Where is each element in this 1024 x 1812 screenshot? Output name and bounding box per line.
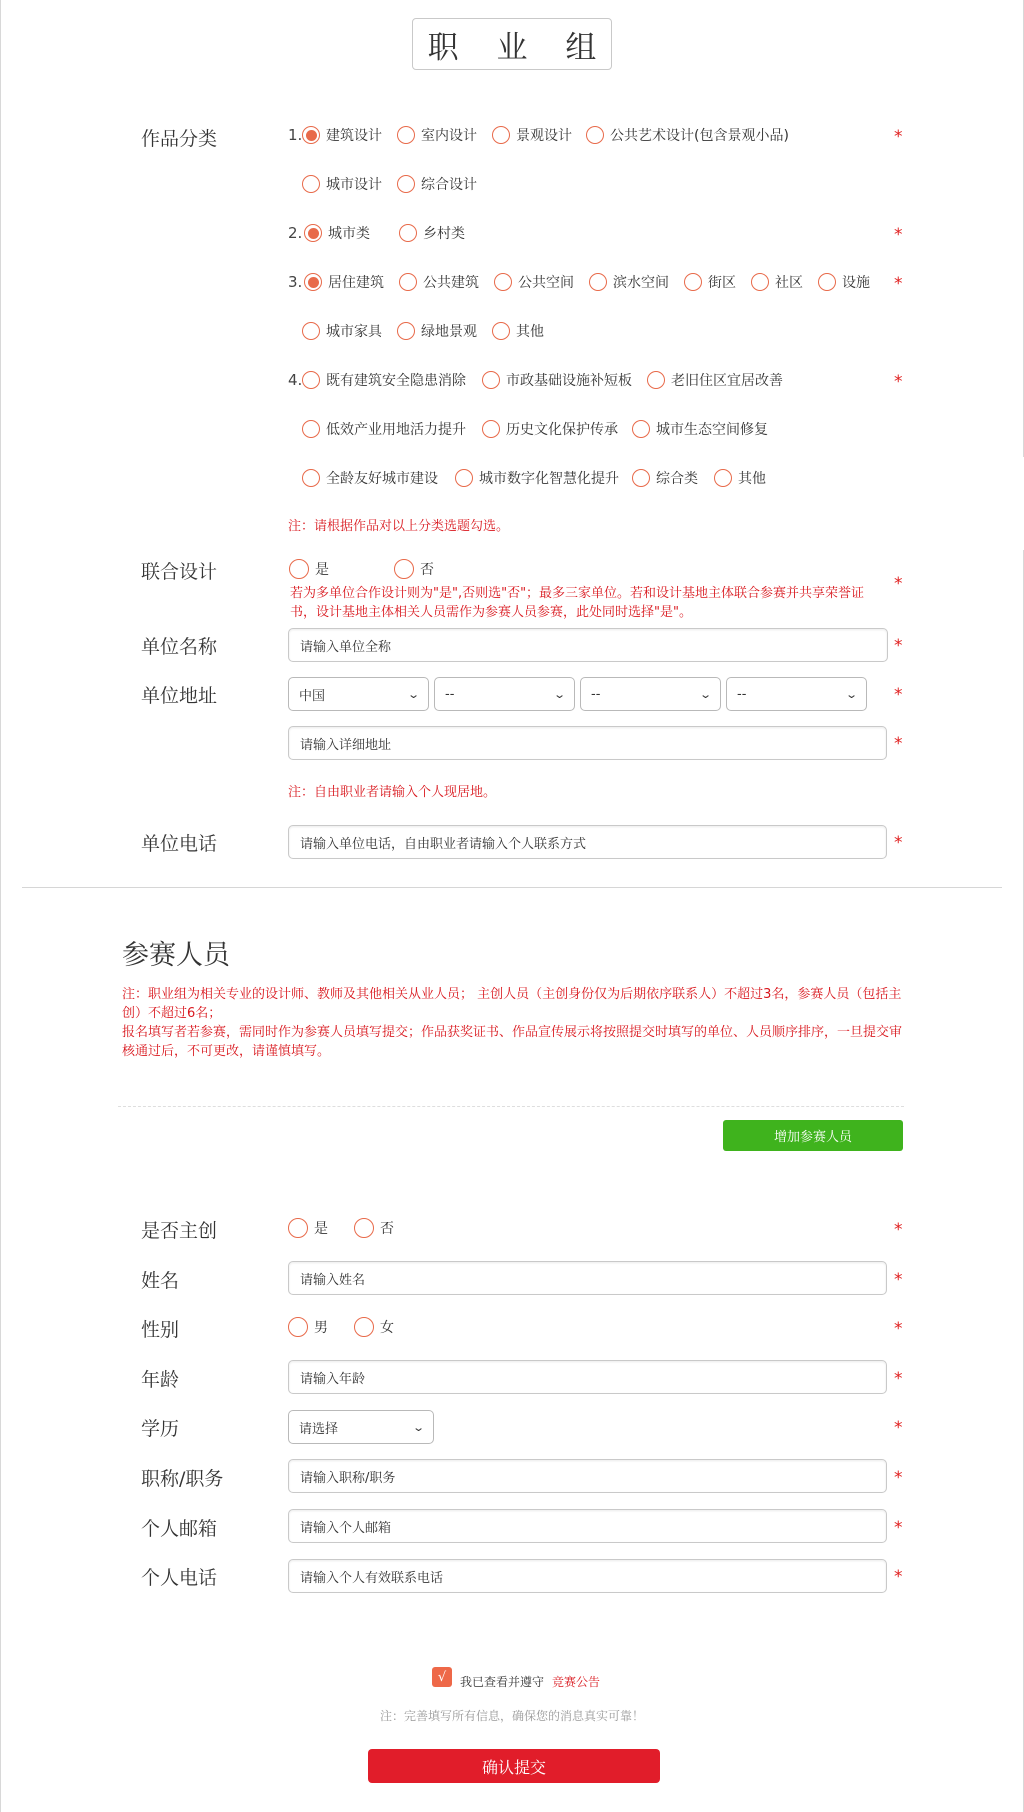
radio-architecture-design[interactable]: 建筑设计 — [302, 125, 382, 145]
education-label: 学历 — [141, 1418, 180, 1440]
unit-phone-input[interactable]: 请输入单位电话，自由职业者请输入个人联系方式 — [288, 825, 887, 859]
radio-building-safety[interactable]: 既有建筑安全隐患消除 — [302, 370, 466, 390]
chevron-down-icon: ⌄ — [844, 687, 858, 701]
agreement-row — [432, 1671, 600, 1691]
radio-old-residential-improvement[interactable]: 老旧住区宜居改善 — [647, 370, 783, 390]
radio-public-art-design[interactable]: 公共艺术设计(包含景观小品) — [586, 125, 789, 145]
required-mark: * — [894, 833, 903, 853]
radio-circle[interactable] — [751, 273, 769, 291]
radio-circle[interactable] — [399, 273, 417, 291]
required-mark: * — [894, 734, 903, 754]
submit-button[interactable]: 确认提交 — [368, 1749, 660, 1783]
phone-input[interactable]: 请输入个人有效联系电话 — [288, 1559, 887, 1593]
radio-block[interactable]: 街区 — [684, 272, 736, 292]
radio-circle[interactable] — [394, 559, 414, 579]
phone-label: 个人电话 — [141, 1567, 218, 1589]
radio-comprehensive-type[interactable]: 综合类 — [632, 468, 698, 488]
radio-circle[interactable] — [589, 273, 607, 291]
radio-other-3[interactable]: 其他 — [492, 321, 544, 341]
radio-circle[interactable] — [302, 126, 320, 144]
chevron-down-icon: ⌄ — [552, 687, 566, 701]
agreement-text: 我已查看并遵守 — [460, 1674, 545, 1689]
required-mark: * — [894, 372, 903, 392]
radio-public-building[interactable]: 公共建筑 — [399, 272, 479, 292]
radio-gender-female[interactable]: 女 — [354, 1317, 394, 1337]
radio-public-space[interactable]: 公共空间 — [494, 272, 574, 292]
country-select[interactable]: 中国 ⌄ — [288, 677, 429, 711]
category-note: 注：请根据作品对以上分类选题勾选。 — [288, 519, 510, 534]
radio-circle[interactable] — [482, 420, 500, 438]
radio-residential-building[interactable]: 居住建筑 — [304, 272, 384, 292]
radio-circle[interactable] — [632, 420, 650, 438]
radio-circle[interactable] — [632, 469, 650, 487]
radio-circle[interactable] — [304, 224, 322, 242]
email-label: 个人邮箱 — [141, 1518, 218, 1540]
radio-circle[interactable] — [302, 371, 320, 389]
chevron-down-icon: ⌄ — [411, 1420, 425, 1434]
dotted-divider — [118, 1106, 904, 1107]
radio-circle[interactable] — [302, 469, 320, 487]
joint-design-note: 若为多单位合作设计则为"是",否则选"否"；最多三家单位。若和设计基地主体联合参赛并共享荣誉证书，设计基地主体相关人员需作为参赛人员参赛，此处同时选择"是"。 — [290, 586, 865, 620]
required-mark: * — [894, 1518, 903, 1538]
radio-circle[interactable] — [288, 1218, 308, 1238]
chevron-down-icon: ⌄ — [406, 687, 420, 701]
position-input[interactable]: 请输入职称/职务 — [288, 1459, 887, 1493]
gender-label: 性别 — [141, 1319, 180, 1341]
unit-phone-label: 单位电话 — [141, 833, 218, 855]
radio-circle[interactable] — [494, 273, 512, 291]
unit-name-input[interactable]: 请输入单位全称 — [288, 628, 888, 662]
required-mark: * — [894, 1567, 903, 1587]
radio-circle[interactable] — [302, 175, 320, 193]
required-mark: * — [894, 574, 903, 594]
section-divider — [22, 887, 1002, 888]
detail-address-input[interactable]: 请输入详细地址 — [288, 726, 887, 760]
radio-urban-design[interactable]: 城市设计 — [302, 174, 382, 194]
required-mark: * — [894, 1418, 903, 1438]
radio-community[interactable]: 社区 — [751, 272, 803, 292]
required-mark: * — [894, 225, 903, 245]
age-input[interactable]: 请输入年龄 — [288, 1360, 887, 1394]
radio-circle[interactable] — [397, 126, 415, 144]
radio-circle[interactable] — [492, 126, 510, 144]
final-note: 注：完善填写所有信息，确保您的消息真实可靠！ — [379, 1709, 644, 1723]
radio-circle[interactable] — [399, 224, 417, 242]
required-mark: * — [894, 127, 903, 147]
address-note: 注：自由职业者请输入个人现居地。 — [288, 785, 497, 800]
radio-urban-furniture[interactable]: 城市家具 — [302, 321, 382, 341]
name-label: 姓名 — [141, 1270, 180, 1292]
category-label: 作品分类 — [141, 128, 218, 150]
radio-circle[interactable] — [302, 322, 320, 340]
radio-waterfront-space[interactable]: 滨水空间 — [589, 272, 669, 292]
radio-circle[interactable] — [818, 273, 836, 291]
radio-urban-type[interactable]: 城市类 — [304, 223, 370, 243]
radio-rural-type[interactable]: 乡村类 — [399, 223, 465, 243]
contest-announcement-link[interactable]: 竞赛公告 — [552, 1674, 601, 1689]
participants-note: 注：职业组为相关专业的设计师、教师及其他相关从业人员； 主创人员（主创身份仅为后期依序联系人）不超过3名，参赛人员（包括主创）不超过6名； 报名填写者若参赛，需同时作为参赛人员填写提交；作品获奖证书、作品宣传展示将按照提交时填写的单位、人员顺序排序，一旦提交审核通过后，不可更改，请谨慎填写。 — [122, 987, 903, 1059]
radio-landscape-design[interactable]: 景观设计 — [492, 125, 572, 145]
radio-interior-design[interactable]: 室内设计 — [397, 125, 477, 145]
radio-lead-no[interactable]: 否 — [354, 1218, 394, 1238]
required-mark: * — [894, 636, 903, 656]
radio-comprehensive-design[interactable]: 综合设计 — [397, 174, 477, 194]
chevron-down-icon: ⌄ — [698, 687, 712, 701]
city-select[interactable]: -- ⌄ — [580, 677, 721, 711]
participants-title: 参赛人员 — [122, 940, 230, 971]
radio-facilities[interactable]: 设施 — [818, 272, 870, 292]
category-row2-number: 2. — [288, 224, 303, 242]
radio-circle[interactable] — [482, 371, 500, 389]
radio-circle[interactable] — [397, 175, 415, 193]
radio-joint-yes[interactable]: 是 — [289, 559, 329, 579]
radio-circle[interactable] — [354, 1218, 374, 1238]
province-select[interactable]: -- ⌄ — [434, 677, 575, 711]
radio-circle[interactable] — [647, 371, 665, 389]
radio-circle[interactable] — [354, 1317, 374, 1337]
radio-circle[interactable] — [289, 559, 309, 579]
joint-design-label: 联合设计 — [141, 561, 218, 583]
radio-circle[interactable] — [714, 469, 732, 487]
radio-all-age-friendly-city[interactable]: 全龄友好城市建设 — [302, 468, 438, 488]
radio-historic-culture-protection[interactable]: 历史文化保护传承 — [482, 419, 618, 439]
group-title: 职 业 组 — [412, 18, 612, 70]
radio-lead-yes[interactable]: 是 — [288, 1218, 328, 1238]
category-row3-number: 3. — [288, 273, 303, 291]
radio-ecological-space-restoration[interactable]: 城市生态空间修复 — [632, 419, 768, 439]
add-participant-button[interactable]: 增加参赛人员 — [723, 1120, 903, 1151]
required-mark: * — [894, 1270, 903, 1290]
required-mark: * — [894, 1319, 903, 1339]
unit-address-label: 单位地址 — [141, 685, 218, 707]
name-input[interactable]: 请输入姓名 — [288, 1261, 887, 1295]
radio-circle[interactable] — [492, 322, 510, 340]
required-mark: * — [894, 274, 903, 294]
radio-circle[interactable] — [586, 126, 604, 144]
required-mark: * — [894, 1468, 903, 1488]
education-select[interactable]: 请选择 ⌄ — [288, 1410, 434, 1444]
frame-left-border — [0, 0, 1, 1812]
category-row4-number: 4. — [288, 371, 303, 389]
radio-digital-smart-city[interactable]: 城市数字化智慧化提升 — [455, 468, 619, 488]
radio-circle[interactable] — [302, 420, 320, 438]
radio-industrial-land-vitality[interactable]: 低效产业用地活力提升 — [302, 419, 466, 439]
unit-name-label: 单位名称 — [141, 636, 218, 658]
agreement-checkbox[interactable]: √ — [432, 1667, 452, 1687]
radio-circle[interactable] — [288, 1317, 308, 1337]
category-row1-number: 1. — [288, 126, 303, 144]
radio-circle[interactable] — [304, 273, 322, 291]
radio-green-landscape[interactable]: 绿地景观 — [397, 321, 477, 341]
radio-gender-male[interactable]: 男 — [288, 1317, 328, 1337]
email-input[interactable]: 请输入个人邮箱 — [288, 1509, 887, 1543]
radio-joint-no[interactable]: 否 — [394, 559, 434, 579]
position-label: 职称/职务 — [141, 1468, 224, 1490]
district-select[interactable]: -- ⌄ — [726, 677, 867, 711]
radio-circle[interactable] — [684, 273, 702, 291]
radio-circle[interactable] — [455, 469, 473, 487]
age-label: 年龄 — [141, 1369, 180, 1391]
radio-municipal-infrastructure[interactable]: 市政基础设施补短板 — [482, 370, 632, 390]
is-lead-label: 是否主创 — [141, 1220, 218, 1242]
required-mark: * — [894, 1220, 903, 1240]
radio-circle[interactable] — [397, 322, 415, 340]
radio-other-4[interactable]: 其他 — [714, 468, 766, 488]
required-mark: * — [894, 685, 903, 705]
required-mark: * — [894, 1369, 903, 1389]
